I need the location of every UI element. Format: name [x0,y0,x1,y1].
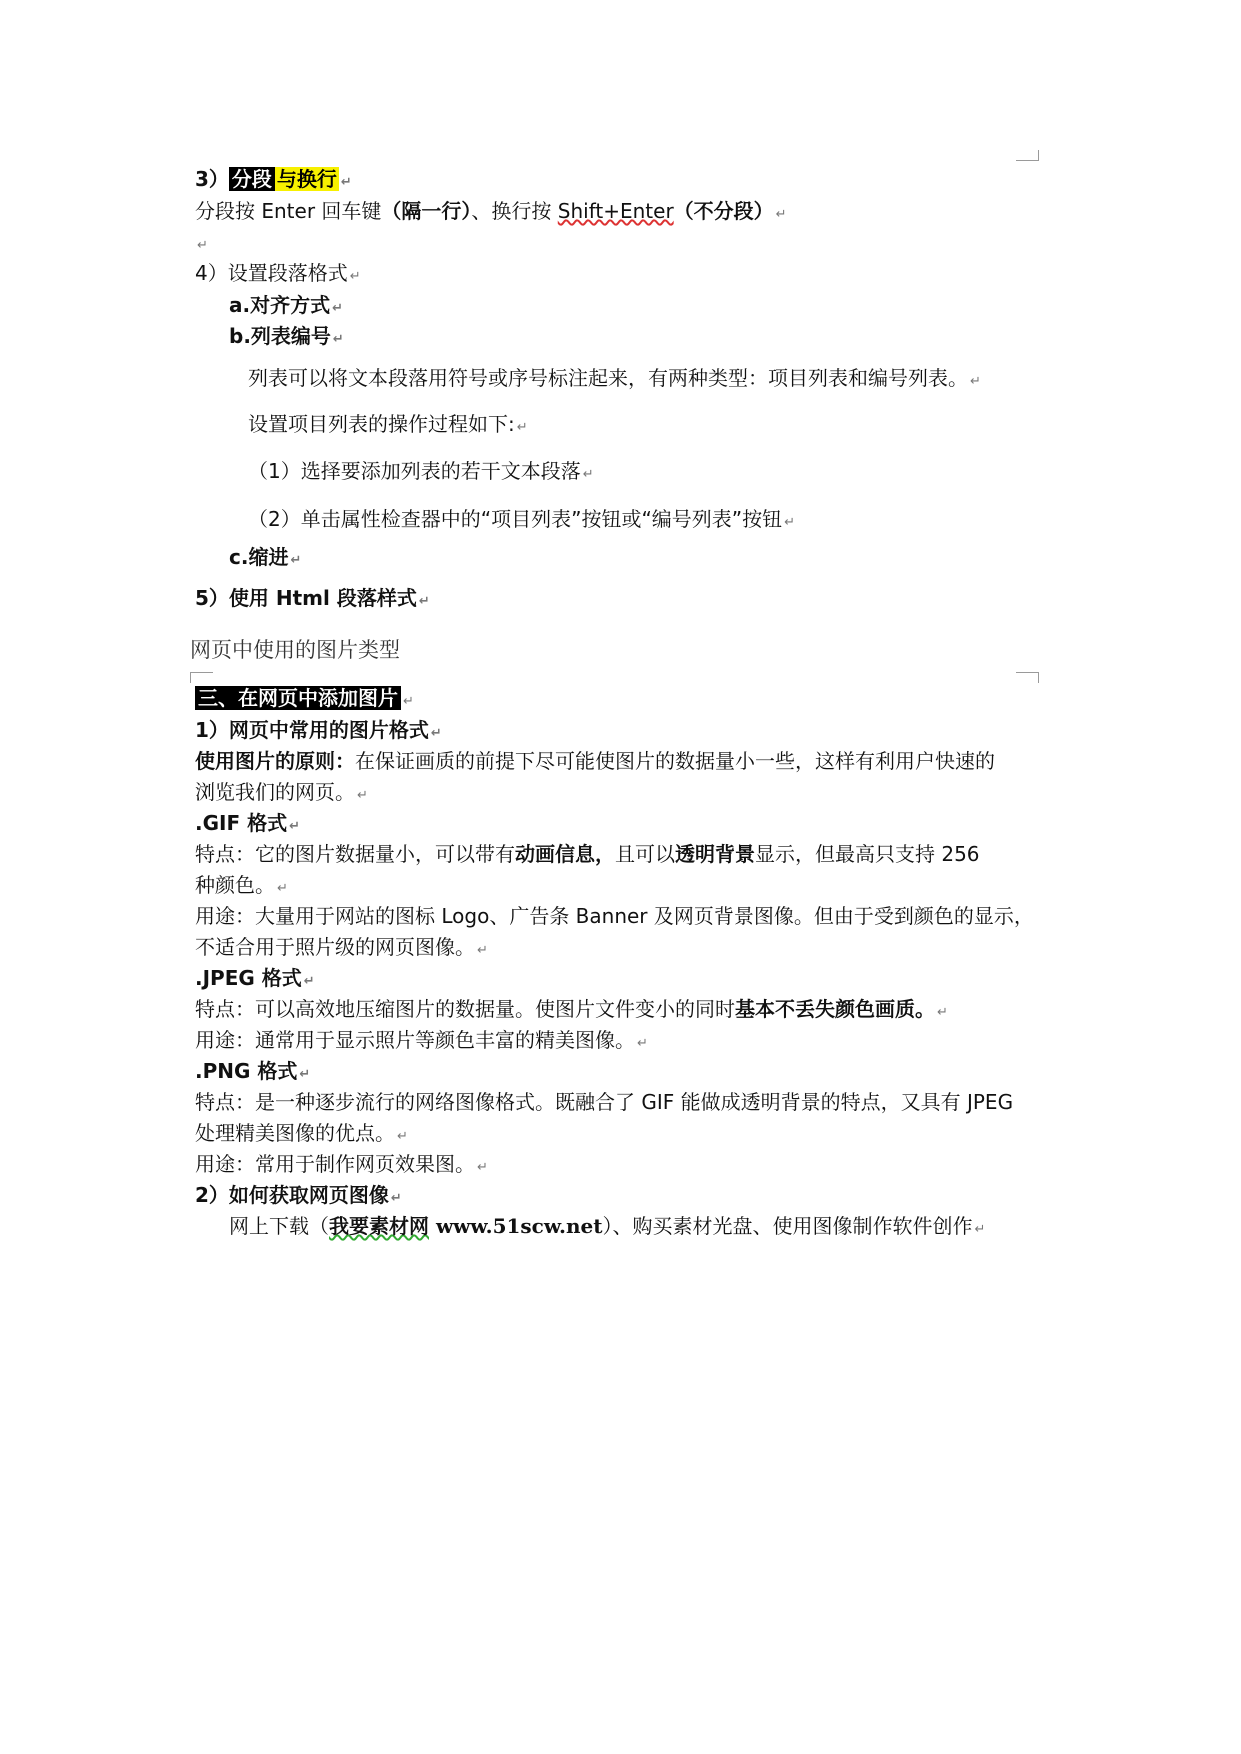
section-3-number: 3） [195,167,229,191]
paragraph-mark: ↵ [349,269,361,284]
gif-use-text-1: 用途：大量用于网站的图标 Logo、广告条 Banner 及网页背景图像。但由于受到颜色的显示， [195,904,1034,928]
paragraph-mark: ↵ [430,726,442,741]
part-3-heading-text: 三、在网页中添加图片 [195,686,401,710]
paragraph-mark: ↵ [403,694,414,709]
paragraph-mark: ↵ [582,467,594,482]
gif-feature-line-2 [195,871,288,903]
section-4b-step-1 [248,457,594,489]
png-feature-line-1 [195,1088,1013,1116]
get-images-post: ）、购买素材光盘、使用图像制作软件创作 [602,1214,973,1238]
section-4a-text: a.对齐方式 [229,293,331,317]
desc-text-mid: 、换行按 [471,199,558,223]
section-4b-step-1-text: （1）选择要添加列表的若干文本段落 [248,459,581,483]
paragraph-mark: ↵ [340,175,352,190]
paragraph-mark: ↵ [477,943,488,958]
paragraph-mark: ↵ [332,301,343,316]
png-feature-line-2 [195,1119,408,1151]
section-4-title-text: 4）设置段落格式 [195,261,348,285]
paragraph-mark: ↵ [637,1036,648,1051]
png-title [195,1057,310,1089]
section-3-title-part-b: 与换行 [276,167,337,191]
section-3-title-part-a: 分段 [229,167,275,191]
section-4b-desc-2 [248,410,528,442]
gif-feature-bold-1: 动画信息， [515,842,615,866]
section-5-title [195,584,430,616]
jpeg-feature-bold: 基本不丢失颜色画质。 [735,997,935,1021]
get-images-site-url: www.51scw.net [429,1214,603,1238]
gif-feature-text: 特点：它的图片数据量小，可以带有 [195,842,515,866]
paragraph-mark: ↵ [418,594,430,609]
paragraph-mark: ↵ [290,553,302,568]
png-title-text: .PNG 格式 [195,1059,298,1083]
jpeg-feature [195,995,948,1027]
image-types-caption [190,636,400,664]
section-4-title [195,259,361,291]
paragraph-mark: ↵ [784,515,796,530]
section-4b-step-2-text: （2）单击属性检查器中的“项目列表”按钮或“编号列表”按钮 [248,507,783,531]
crop-mark-bottom-right [1016,672,1039,683]
image-types-caption-text: 网页中使用的图片类型 [190,638,400,662]
section-4b-step-2 [248,505,795,537]
get-images-pre: 网上下载（ [229,1214,329,1238]
paragraph-mark: ↵ [477,1160,488,1175]
gif-use-line-1 [195,902,1034,930]
desc-shortcut: Shift+Enter [557,199,674,223]
empty-paragraph [195,228,208,260]
gif-use-text-2: 不适合用于照片级的网页图像。 [195,935,475,959]
paragraph-mark: ↵ [303,974,315,989]
gif-feature-mid: 且可以 [615,842,675,866]
gif-feature-line-1 [195,840,980,868]
part-3-sub-2-text: 2）如何获取网页图像 [195,1183,389,1207]
section-4c-text: c.缩进 [229,545,289,569]
principle-label: 使用图片的原则： [195,749,355,773]
jpeg-feature-text: 特点：可以高效地压缩图片的数据量。使图片文件变小的同时 [195,997,735,1021]
png-use-text: 用途：常用于制作网页效果图。 [195,1152,475,1176]
principle-text-2: 浏览我们的网页。 [195,780,355,804]
section-4b [229,322,344,354]
png-feature-text-2: 处理精美图像的优点。 [195,1121,395,1145]
paragraph-mark: ↵ [516,420,528,435]
section-4c [229,543,301,575]
paragraph-mark: ↵ [197,238,208,253]
get-images-line [229,1212,985,1244]
gif-use-line-2 [195,933,488,965]
crop-mark-bottom-left [190,672,213,683]
section-4b-desc-2-text: 设置项目列表的操作过程如下: [248,412,515,436]
jpeg-use [195,1026,648,1058]
paragraph-mark: ↵ [397,1129,408,1144]
section-5-title-text: 5）使用 Html 段落样式 [195,586,417,610]
section-4b-text: b.列表编号 [229,324,331,348]
principle-line-2 [195,778,368,810]
section-4b-desc-1 [248,364,981,396]
paragraph-mark: ↵ [974,1222,986,1237]
part-3-sub-1-text: 1）网页中常用的图片格式 [195,718,429,742]
paragraph-mark: ↵ [390,1191,402,1206]
part-3-sub-2 [195,1181,402,1213]
section-4b-desc-1-text: 列表可以将文本段落用符号或序号标注起来，有两种类型：项目列表和编号列表。 [248,366,968,390]
paragraph-mark: ↵ [937,1005,948,1020]
paragraph-mark: ↵ [277,881,288,896]
jpeg-title-text: .JPEG 格式 [195,966,302,990]
principle-line-1 [195,747,995,775]
gif-feature-bold-2: 透明背景 [675,842,755,866]
section-3-description [195,197,787,229]
jpeg-title [195,964,315,996]
gif-feature-line-2-text: 种颜色。 [195,873,275,897]
png-feature-text-1: 特点：是一种逐步流行的网络图像格式。既融合了 GIF 能做成透明背景的特点，又具有 JPEG [195,1090,1014,1114]
desc-bold-2: （不分段） [673,199,774,223]
paragraph-mark: ↵ [357,788,368,803]
jpeg-use-text: 用途：通常用于显示照片等颜色丰富的精美图像。 [195,1028,635,1052]
png-use [195,1150,488,1182]
paragraph-mark: ↵ [775,207,787,222]
section-4a [229,291,343,323]
gif-title-text: .GIF 格式 [195,811,288,835]
desc-text: 分段按 Enter 回车键 [195,199,382,223]
get-images-site-name: 我要素材网 [329,1214,429,1238]
part-3-sub-1 [195,716,442,748]
part-3-heading [195,684,414,716]
principle-text-1: 在保证画质的前提下尽可能使图片的数据量小一些，这样有利用户快速的 [355,749,995,773]
paragraph-mark: ↵ [299,1067,311,1082]
gif-title [195,809,300,841]
paragraph-mark: ↵ [332,332,344,347]
gif-feature-post: 显示，但最高只支持 256 [755,842,980,866]
section-3-title [195,165,352,197]
paragraph-mark: ↵ [289,819,300,834]
paragraph-mark: ↵ [970,374,981,389]
desc-bold-1: （隔一行） [381,199,472,223]
crop-mark-top-right [1016,150,1039,161]
